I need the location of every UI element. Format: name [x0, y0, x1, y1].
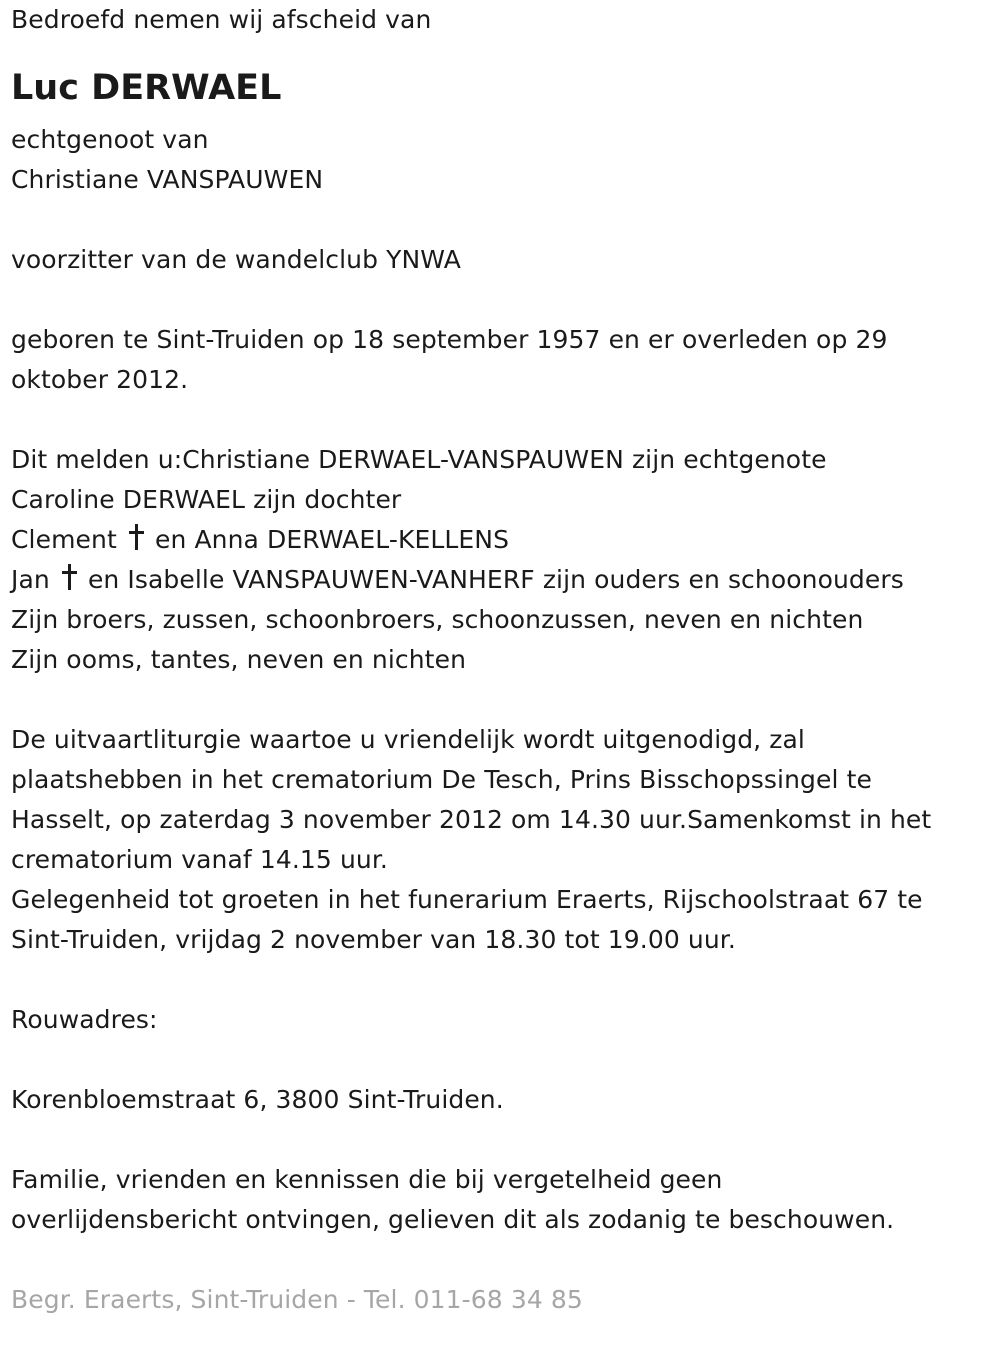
spacer	[11, 1120, 991, 1160]
birth-death-line: oktober 2012.	[11, 365, 189, 394]
spouse-name: Christiane VANSPAUWEN	[11, 165, 324, 194]
funeral-home-footer: Begr. Eraerts, Sint-Truiden - Tel. 011-68 34 85	[11, 1285, 583, 1314]
cross-icon	[62, 564, 76, 590]
spacer	[11, 400, 991, 440]
spacer	[11, 200, 991, 240]
mourner-line: Zijn ooms, tantes, neven en nichten	[11, 645, 467, 674]
ceremony-line: crematorium vanaf 14.15 uur.	[11, 845, 388, 874]
viewing-line: Gelegenheid tot groeten in het funerarium Eraerts, Rijschoolstraat 67 te	[11, 885, 923, 914]
mourner-line	[11, 520, 991, 560]
mourner-name: Clement	[11, 525, 117, 554]
closing-line: Familie, vrienden en kennissen die bij vergetelheid geen	[11, 1165, 723, 1194]
mourner-line: Zijn broers, zussen, schoonbroers, schoonzussen, neven en nichten	[11, 605, 864, 634]
mourner-line	[11, 560, 991, 600]
mourner-line: Caroline DERWAEL zijn dochter	[11, 485, 402, 514]
ceremony-line: Hasselt, op zaterdag 3 november 2012 om 14.30 uur.Samenkomst in het	[11, 805, 932, 834]
mourner-line: Dit melden u:Christiane DERWAEL-VANSPAUWEN zijn echtgenote	[11, 445, 827, 474]
spacer	[11, 1240, 991, 1280]
cross-icon	[129, 524, 143, 550]
address-value: Korenbloemstraat 6, 3800 Sint-Truiden.	[11, 1085, 504, 1114]
spacer	[11, 1040, 991, 1080]
mourner-name: Jan	[11, 565, 50, 594]
address-label: Rouwadres:	[11, 1005, 158, 1034]
deceased-name: Luc DERWAEL	[11, 68, 282, 108]
spacer	[11, 280, 991, 320]
spacer	[11, 680, 991, 720]
death-notice	[11, 0, 991, 1320]
relation-label: echtgenoot van	[11, 125, 209, 154]
mourner-name: en Isabelle VANSPAUWEN-VANHERF zijn ouders en schoonouders	[87, 565, 904, 594]
role-text: voorzitter van de wandelclub YNWA	[11, 245, 461, 274]
mourner-name: en Anna DERWAEL-KELLENS	[154, 525, 510, 554]
spacer	[11, 960, 991, 1000]
birth-death-line: geboren te Sint-Truiden op 18 september 1957 en er overleden op 29	[11, 325, 888, 354]
intro-text: Bedroefd nemen wij afscheid van	[11, 5, 432, 34]
viewing-line: Sint-Truiden, vrijdag 2 november van 18.30 tot 19.00 uur.	[11, 925, 736, 954]
ceremony-line: De uitvaartliturgie waartoe u vriendelijk wordt uitgenodigd, zal	[11, 725, 805, 754]
closing-line: overlijdensbericht ontvingen, gelieven dit als zodanig te beschouwen.	[11, 1205, 895, 1234]
ceremony-line: plaatshebben in het crematorium De Tesch, Prins Bisschopssingel te	[11, 765, 872, 794]
